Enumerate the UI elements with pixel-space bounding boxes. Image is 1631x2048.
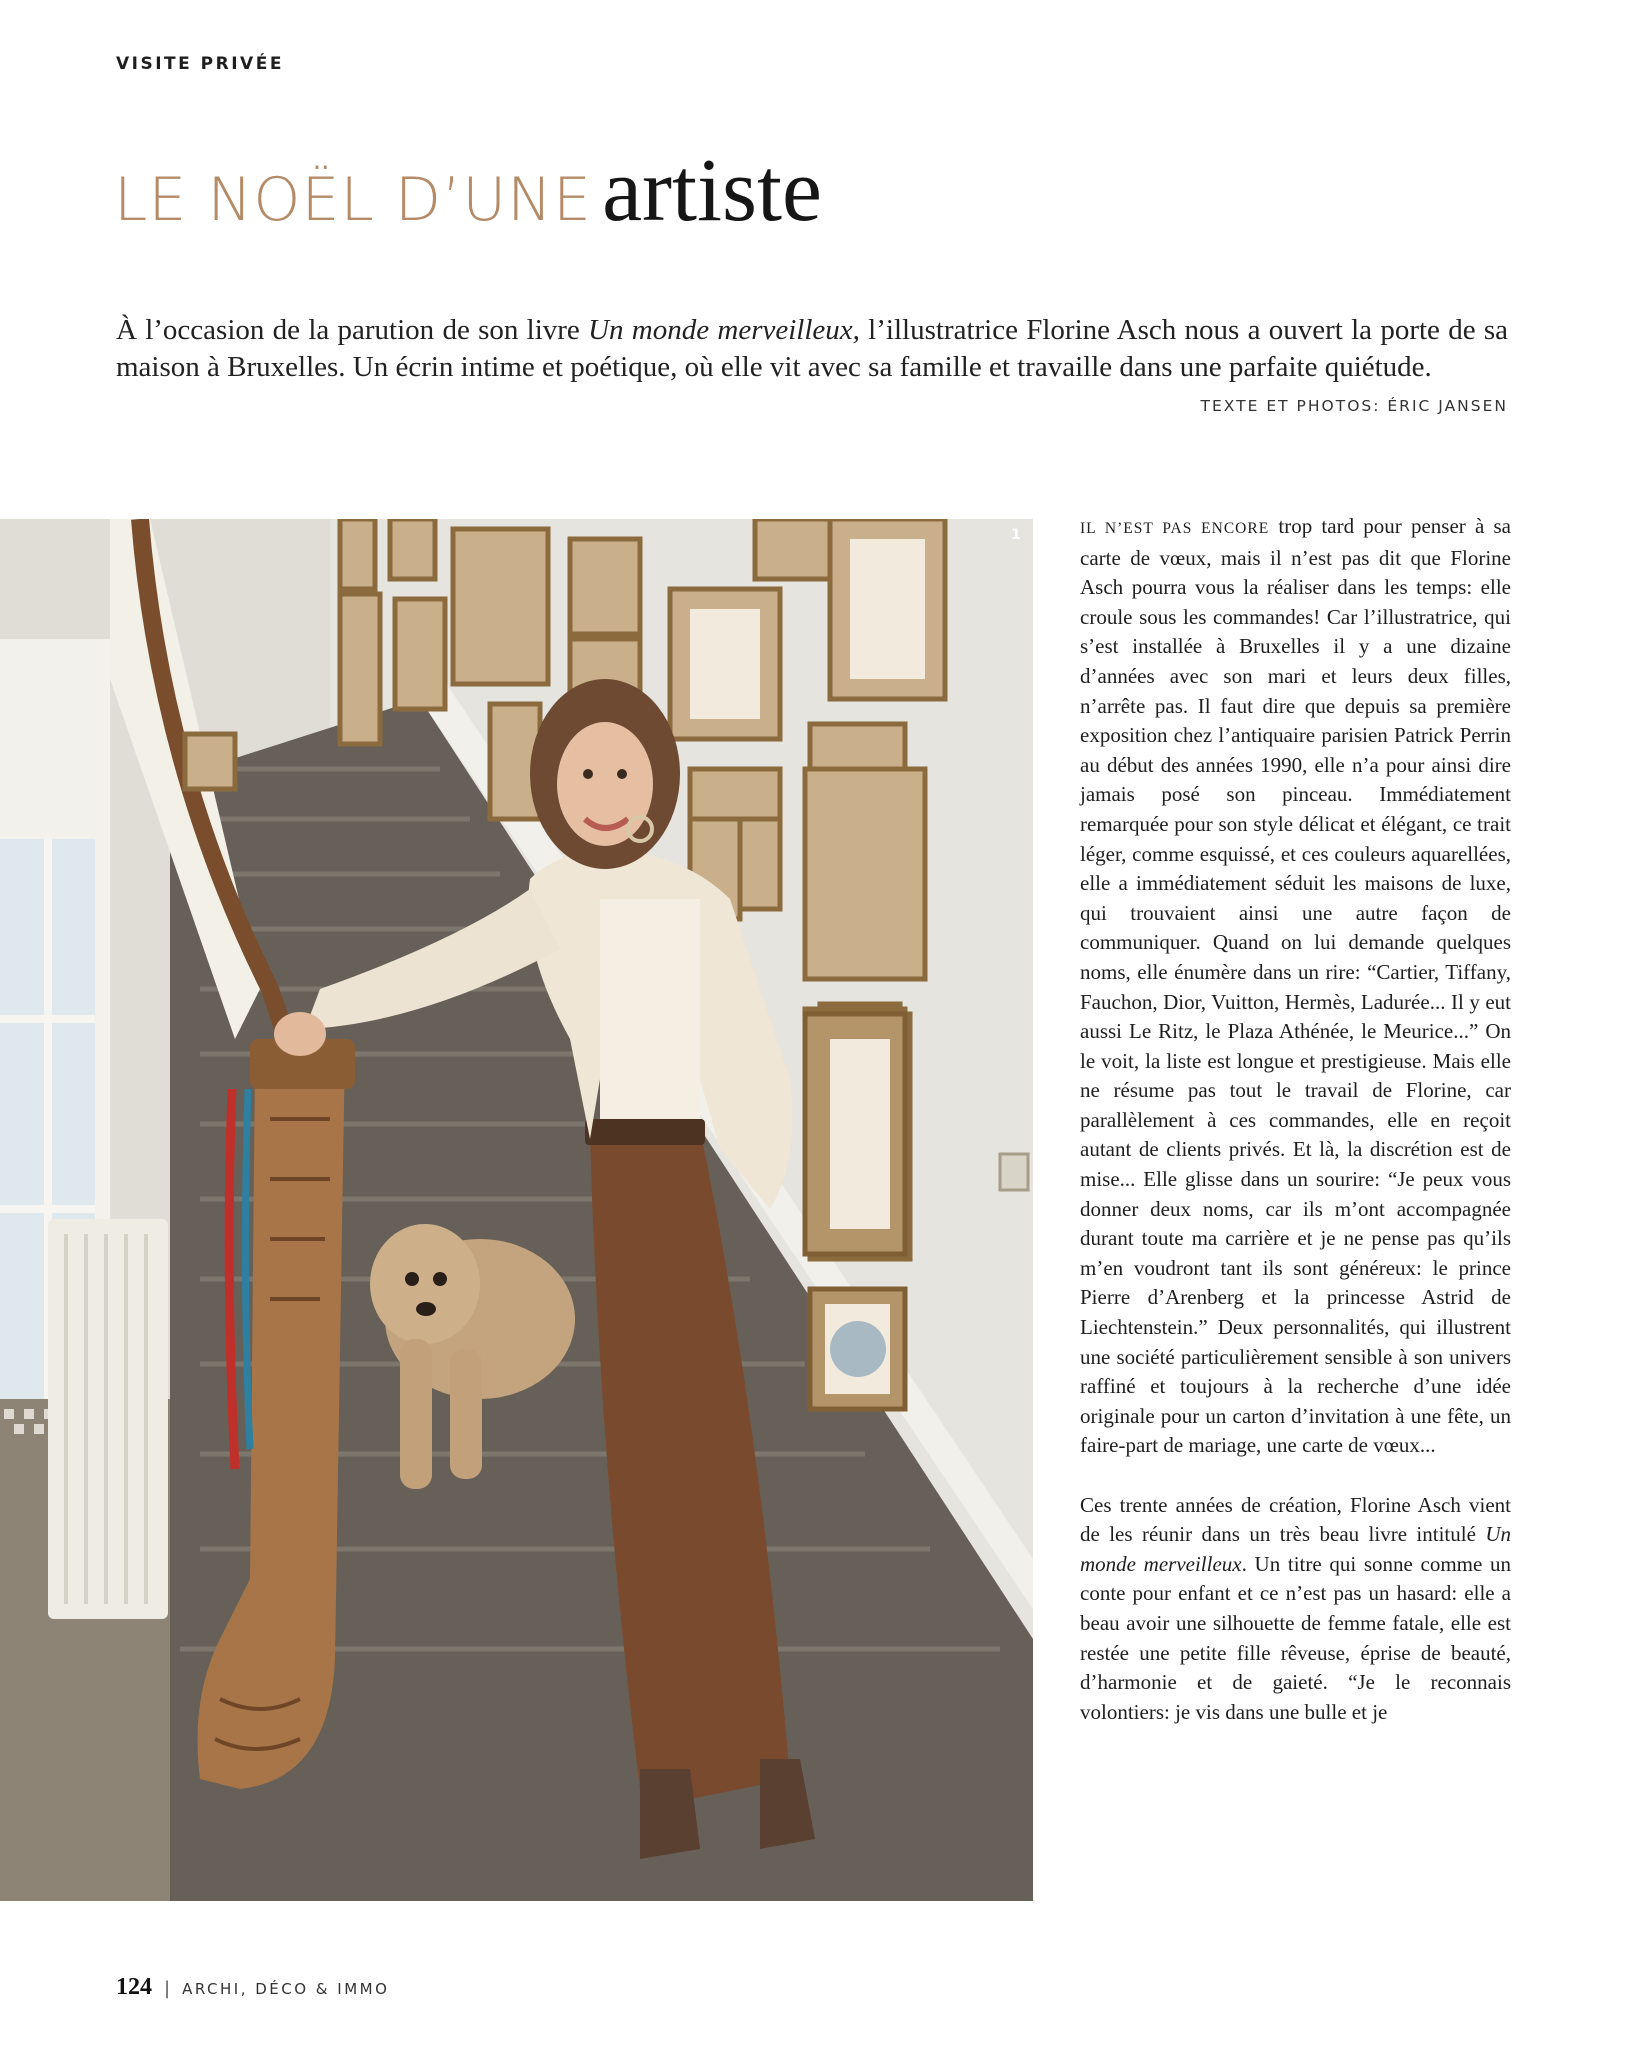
staircase-portrait-image: [0, 519, 1033, 1901]
paragraph-text: Ces trente années de création, Florine Asch vient de les réunir dans un très beau livre intitulé: [1080, 1492, 1511, 1547]
photo-number: 1: [1011, 527, 1021, 543]
article-body: [1080, 512, 1511, 1727]
article-paragraph: [1080, 512, 1511, 1461]
intro-text-continued: l’illustratrice Florine Asch nous a ouvert la porte de sa maison à Bruxelles. Un écrin intime et poétique, où elle vit avec sa famille et travaille dans une parfaite quiétude.: [116, 314, 1509, 383]
page-number: 124: [116, 1974, 152, 2000]
article-title: [114, 141, 822, 240]
article-paragraph: [1080, 1491, 1511, 1728]
paragraph-text: trop tard pour penser à sa carte de vœux, mais il n’est pas dit que Florine Asch pourra vous la réaliser dans les temps: elle croule sous les commandes! Car l’illustratrice, qui s’est installée à Bruxelles il y a une dizaine d’années avec son mari et leurs deux filles, n’arrête pas. Il faut dire que depuis sa première exposition chez l’antiquaire parisien Patrick Perrin au début des années 1990, elle n’a pour ainsi dire jamais posé son pinceau. Immédiatement remarquée pour son style délicat et élégant, ce trait léger, comme esquissé, et ces couleurs aquarellées, elle a immédiatement séduit les maisons de luxe, qui trouvaient ainsi une autre façon de communiquer. Quand on lui demande quelques noms, elle énumère dans un rire: “Cartier, Tiffany, Fauchon, Dior, Vuitton, Hermès, Ladurée... Il y eut aussi Le Ritz, le Plaza Athénée, le Meurice...” On le voit, la liste est longue et prestigieuse. Mais elle ne résume pas tout le travail de Florine, car parallèlement à ces commandes, elle en reçoit autant de clients privés. Et là, la discrétion est de mise... Elle glisse dans un sourire: “Je peux vous donner deux noms, car ils m’ont accompagnée durant toute ma carrière et je ne pense pas qu’ils m’en voudront tant ils sont généreux: le prince Pierre d’Arenberg et la princesse Astrid de Liechtenstein.” Deux personnalités, qui illustrent une société particulièrement sensible à son univers raffiné et toujours à la recherche d’une idée originale pour un carton d’invitation à une fête, un faire-part de mariage, une carte de vœux...: [1080, 514, 1511, 1458]
title-kicker: LE NOËL D’UNE: [114, 165, 592, 235]
title-accent: artiste: [602, 141, 822, 240]
magazine-name: ARCHI, DÉCO & IMMO: [182, 1980, 390, 1998]
intro-text: À l’occasion de la parution de son livre: [116, 314, 589, 346]
book-title: Un monde merveilleux: [1080, 1522, 1511, 1576]
footer-separator: |: [164, 1978, 171, 1999]
section-label: VISITE PRIVÉE: [116, 54, 284, 74]
page-footer: [116, 1974, 389, 2001]
paragraph-text-continued: . Un titre qui sonne comme un conte pour enfant et ce n’est pas un hasard: elle a beau avoir une silhouette de femme fatale, elle est restée une petite fille rêveuse, éprise de beauté, d’harmonie et de gaieté. “Je le reconnais volontiers: je vis dans une bulle et je: [1080, 1551, 1511, 1724]
lead-in: IL N’EST PAS ENCORE: [1080, 520, 1270, 537]
intro-book-title: Un monde merveilleux,: [588, 314, 860, 346]
feature-photo: [0, 519, 1033, 1901]
photo-credit: TEXTE ET PHOTOS: ÉRIC JANSEN: [1200, 397, 1508, 415]
intro-paragraph: [116, 312, 1508, 386]
